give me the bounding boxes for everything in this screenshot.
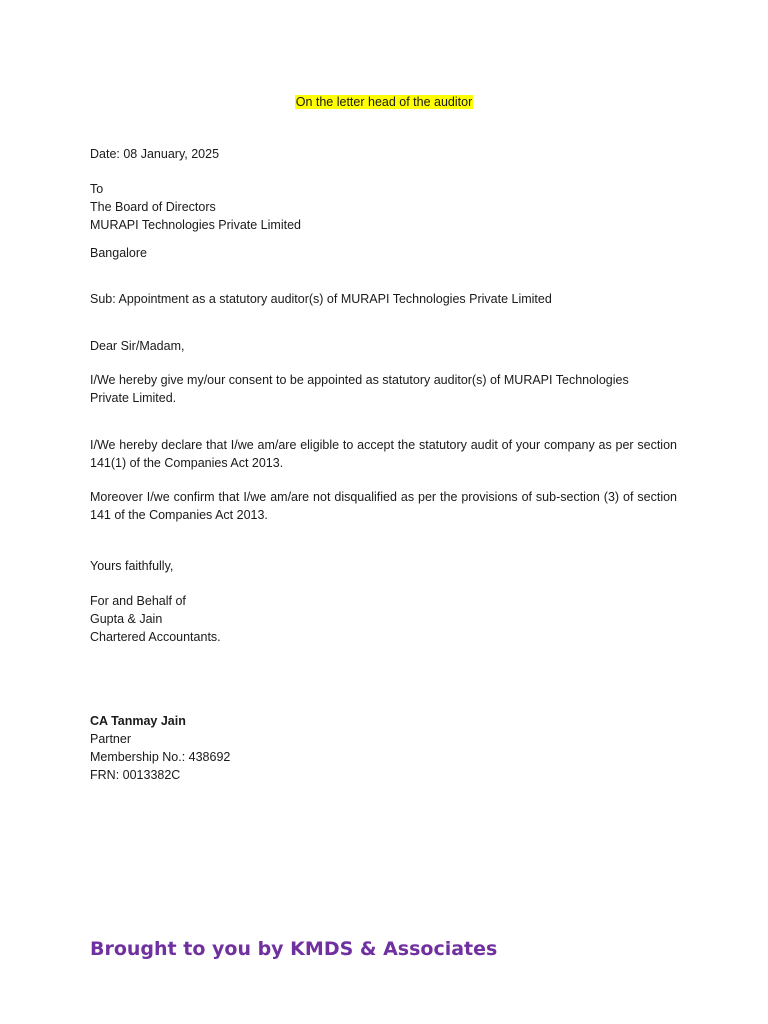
- firm-behalf: For and Behalf of: [90, 594, 186, 608]
- letterhead-note: [0, 93, 768, 111]
- membership-number: Membership No.: 438692: [90, 750, 231, 764]
- signatory-name: CA Tanmay Jain: [90, 714, 186, 728]
- eligibility-paragraph: I/We hereby declare that I/we am/are eligible to accept the statutory audit of your company as per section 141(1) of the Companies Act 2013.: [90, 438, 677, 470]
- letter-subject: Sub: Appointment as a statutory auditor(s) of MURAPI Technologies Private Limited: [90, 292, 552, 306]
- disqualification-paragraph: Moreover I/we confirm that I/we am/are not disqualified as per the provisions of sub-section (3) of section 141 of the Companies Act 2013.: [90, 490, 677, 522]
- closing: Yours faithfully,: [90, 559, 174, 573]
- salutation: Dear Sir/Madam,: [90, 339, 185, 353]
- signatory-role: Partner: [90, 732, 131, 746]
- address-recipient: The Board of Directors: [90, 200, 216, 214]
- firm-type: Chartered Accountants.: [90, 630, 221, 644]
- footer-credit: Brought to you by KMDS & Associates: [90, 938, 498, 960]
- letterhead-note-text: On the letter head of the auditor: [295, 95, 473, 109]
- address-company: MURAPI Technologies Private Limited: [90, 218, 301, 232]
- consent-paragraph-line2: Private Limited.: [90, 391, 177, 405]
- firm-name: Gupta & Jain: [90, 612, 163, 626]
- firm-registration-number: FRN: 0013382C: [90, 768, 181, 782]
- address-city: Bangalore: [90, 246, 147, 260]
- address-to: To: [90, 182, 104, 196]
- letter-date: Date: 08 January, 2025: [90, 147, 220, 161]
- consent-paragraph-line1: I/We hereby give my/our consent to be appointed as statutory auditor(s) of MURAPI Technologies: [90, 373, 629, 387]
